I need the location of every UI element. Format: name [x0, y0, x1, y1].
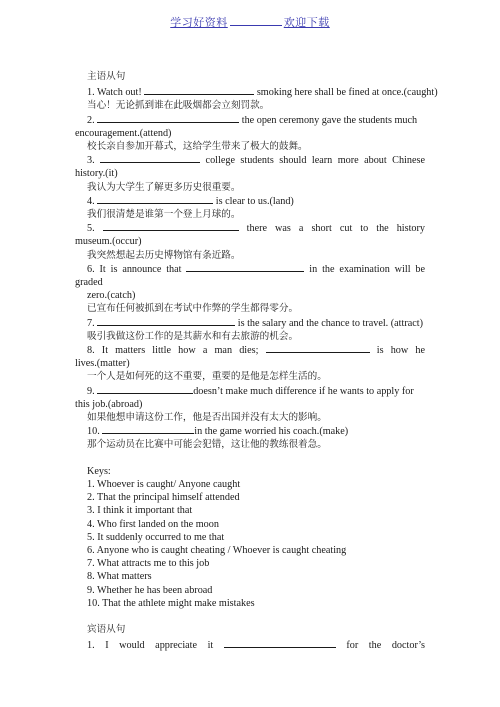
item-prefix: It is announce that — [99, 263, 182, 275]
item-text: smoking here shall be fined at once.(caught) — [256, 87, 438, 99]
item-number: 4. — [87, 195, 95, 207]
key-item: 9. Whether he has been abroad — [87, 584, 213, 596]
document-body — [75, 70, 438, 652]
exercise-8-continuation: lives.(matter) — [75, 358, 130, 370]
header-underline — [230, 16, 282, 26]
exercise-5-continuation: museum.(occur) — [75, 236, 142, 248]
exercise-5 — [87, 221, 425, 235]
exercise-6 — [87, 262, 425, 276]
exercise-2-translation: 校长亲自参加开幕式，这给学生带来了极大的鼓舞。 — [87, 141, 308, 153]
item-prefix: Watch out! — [97, 87, 142, 99]
exercise-7-translation: 吸引我做这份工作的是其薪水和有去旅游的机会。 — [87, 330, 299, 342]
item-text: for the doctor’s — [346, 640, 426, 652]
spacer — [87, 610, 425, 623]
exercise-3 — [87, 153, 425, 167]
answer-blank[interactable] — [266, 343, 370, 353]
key-item: 3. I think it important that — [87, 505, 193, 517]
exercise-2-continuation: encouragement.(attend) — [75, 127, 172, 139]
answer-blank[interactable] — [97, 384, 193, 394]
answer-blank[interactable] — [186, 262, 304, 272]
key-item: 8. What matters — [87, 571, 152, 583]
exercise-6-continuation-2: zero.(catch) — [87, 290, 136, 302]
key-item: 10. That the athlete might make mistakes — [87, 597, 255, 609]
item-number: 8. — [87, 345, 95, 357]
item-text: in the game worried his coach.(make) — [194, 426, 349, 438]
answer-blank[interactable] — [97, 194, 213, 204]
item-number: 1. — [87, 640, 95, 652]
exercise-1-translation: 当心！无论抓到谁在此吸烟都会立刻罚款。 — [87, 100, 270, 112]
answer-blank[interactable] — [144, 85, 254, 95]
answer-blank[interactable] — [100, 153, 200, 163]
section-title-subject-clause: 主语从句 — [87, 71, 126, 82]
key-item: 5. It suddenly occurred to me that — [87, 531, 225, 543]
item-number: 2. — [87, 114, 95, 126]
item-text: in the examination will be — [309, 263, 426, 275]
item-number: 6. — [87, 263, 95, 275]
exercise-8-translation: 一个人是如何死的这不重要，重要的是他是怎样生活的。 — [87, 371, 327, 383]
object-clause-exercise-1 — [87, 638, 425, 652]
exercise-9-translation: 如果他想申请这份工作，他是否出国并没有太大的影响。 — [87, 412, 327, 424]
item-text: the open ceremony gave the students much — [241, 114, 418, 126]
item-number: 7. — [87, 317, 95, 329]
key-item: 4. Who first landed on the moon — [87, 518, 219, 530]
section-title-object-clause: 宾语从句 — [87, 623, 126, 635]
item-number: 9. — [87, 385, 95, 397]
exercise-4-translation: 我们很清楚是谁第一个登上月球的。 — [87, 209, 241, 221]
item-text: is how he — [376, 345, 426, 357]
item-prefix: I would appreciate it — [105, 640, 214, 652]
item-prefix: It matters little how a man dies; — [101, 345, 259, 357]
answer-blank[interactable] — [102, 424, 194, 434]
exercise-7 — [87, 316, 425, 330]
exercise-3-continuation: history.(it) — [75, 168, 118, 180]
exercise-3-translation: 我认为大学生了解更多历史很重要。 — [87, 181, 241, 193]
exercise-2 — [87, 113, 425, 127]
item-number: 3. — [87, 155, 95, 167]
answer-blank[interactable] — [224, 638, 336, 648]
exercise-4 — [87, 194, 425, 208]
key-item: 1. Whoever is caught/ Anyone caught — [87, 478, 241, 490]
key-item: 2. That the principal himself attended — [87, 492, 240, 504]
item-text: is the salary and the chance to travel. (attract) — [237, 317, 423, 329]
answer-blank[interactable] — [103, 221, 239, 231]
exercise-6-continuation: graded — [75, 277, 103, 289]
spacer — [87, 452, 425, 465]
item-number: 1. — [87, 87, 95, 99]
item-number: 5. — [87, 223, 95, 235]
header-left-text: 学习好资料 — [170, 17, 228, 29]
item-text: there was a short cut to the history — [246, 223, 425, 235]
answer-blank[interactable] — [97, 113, 239, 123]
header-right-text: 欢迎下载 — [283, 17, 330, 29]
exercise-5-translation: 我突然想起去历史博物馆有条近路。 — [87, 249, 241, 261]
exercise-6-translation: 已宣布任何被抓到在考试中作弊的学生都得零分。 — [87, 303, 299, 315]
exercise-9-continuation: this job.(abroad) — [75, 398, 143, 410]
keys-title: Keys: — [87, 465, 111, 477]
key-item: 7. What attracts me to this job — [87, 558, 210, 570]
exercise-1 — [87, 85, 438, 99]
exercise-9 — [87, 384, 425, 398]
exercise-10-translation: 那个运动员在比赛中可能会犯错，这让他的教练很着急。 — [87, 439, 327, 451]
exercise-10 — [87, 424, 425, 438]
item-number: 10. — [87, 426, 100, 438]
page-header — [0, 14, 500, 30]
item-text: is clear to us.(land) — [215, 195, 294, 207]
answer-blank[interactable] — [97, 316, 235, 326]
exercise-8 — [87, 343, 425, 357]
key-item: 6. Anyone who is caught cheating / Whoever is caught cheating — [87, 544, 347, 556]
item-text: college students should learn more about Chinese — [205, 155, 425, 167]
item-text: doesn’t make much difference if he wants to apply for — [193, 385, 414, 397]
